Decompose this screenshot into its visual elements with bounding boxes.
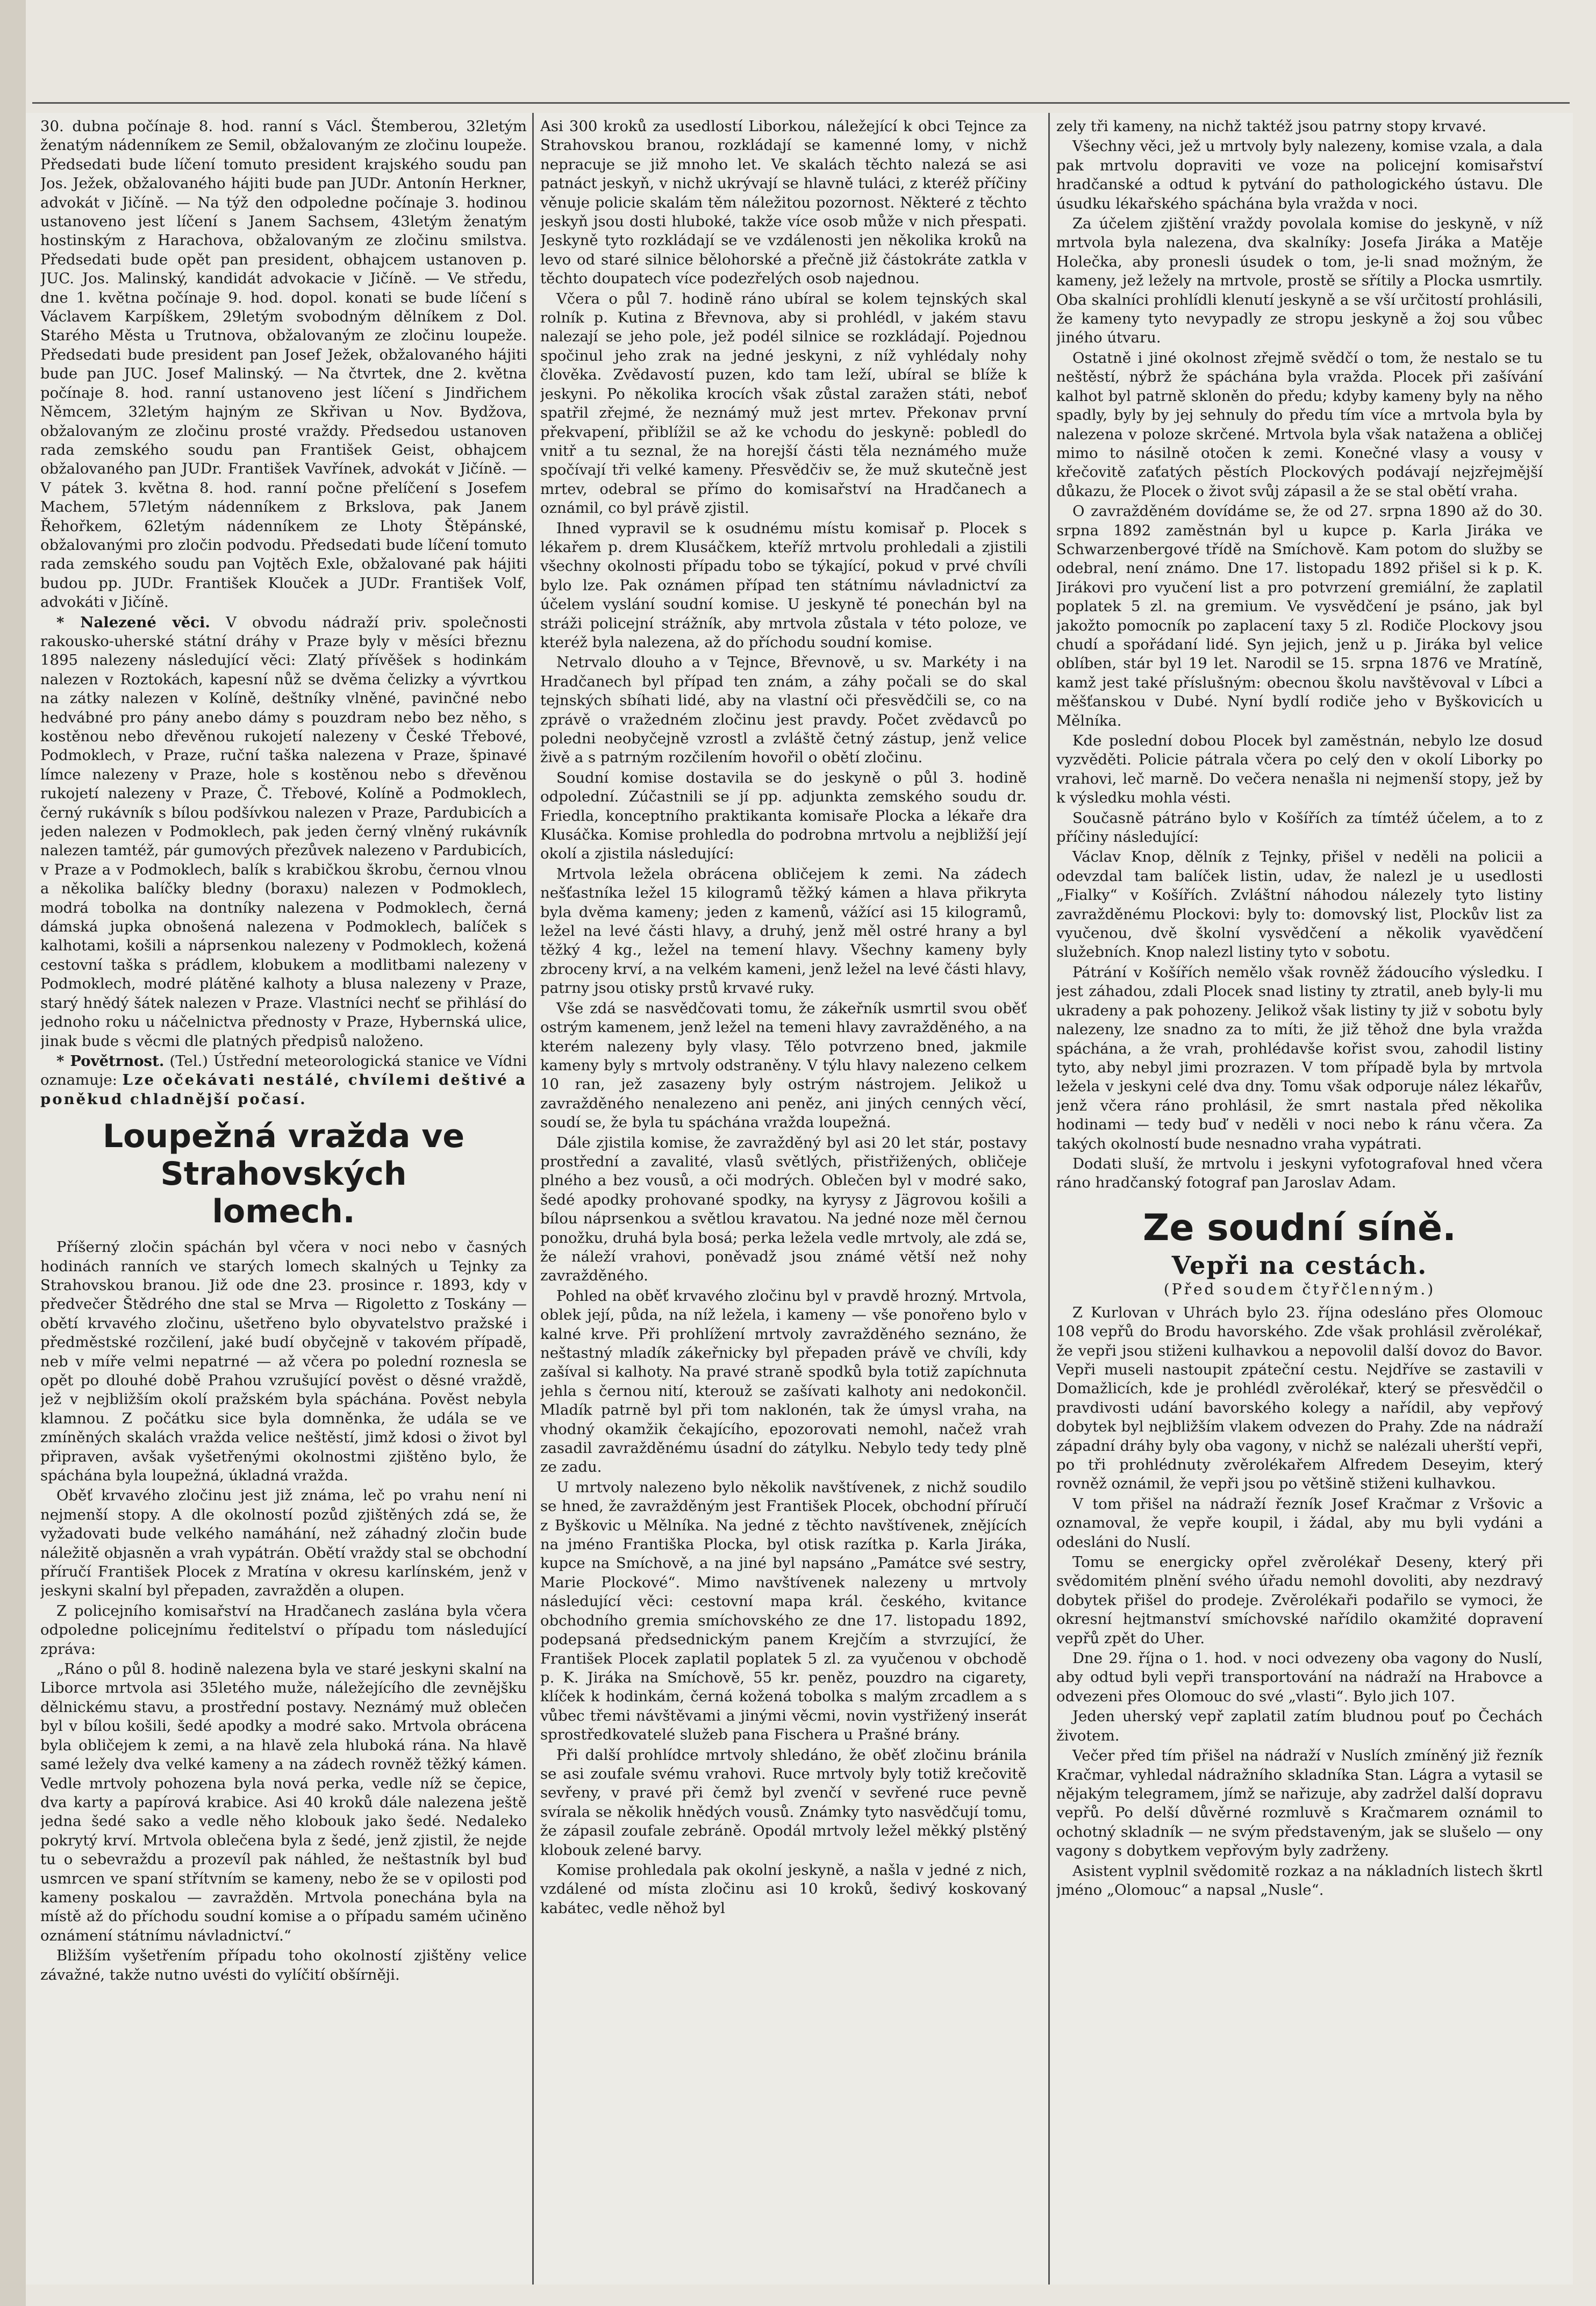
article-paragraph	[540, 1478, 1027, 1745]
article-paragraph	[540, 290, 1027, 518]
article-paragraph	[540, 999, 1027, 1133]
paragraph-text: Příšerný zločin spáchán byl včera v noci nebo v časných hodinách ranních ve starých lomech skalných u Tejnky za Strahovskou branou. Již ode dne 23. prosince r. 1893, kdy v předvečer Štědrého dne stal se Mrva — Rigoletto z Toskány — obětí krvavého zločinu, ušetřeno bylo obyvatelstvo pražské i předměstské rozčilení, jaké budí obyčejně v takovém případě, neb v míře velmi nepatrné — až včera po polední roznesla se opět po dlouhé době Prahou vzrušující pověst o děsné vraždě, jež v nejbližším okolí pražském byla spáchána. Pověst nebyla klamnou. Z počátku sice byla domněnka, že udála se ve zmíněných skalách vražda velice neštěstí, jimž kdosi o život byl připraven, avšak vyšetřenými okolnostmi zjištěno bylo, že spáchána byla loupežná, úkladná vražda.	[40, 1238, 527, 1484]
paragraph-text: Asistent vyplnil svědomitě rozkaz a na nákladních listech škrtl jméno „Olomouc“ a napsal „Nusle“.	[1056, 1862, 1543, 1899]
column-rule-right	[1048, 113, 1050, 2284]
article-paragraph	[1056, 1707, 1543, 1745]
article-paragraph	[540, 1861, 1027, 1918]
article-paragraph	[1056, 1862, 1543, 1900]
paragraph-text: Mrtvola ležela obrácena obličejem k zemi. Na zádech nešťastníka ležel 15 kilogramů těžký kámen a hlava přikryta byla dvěma kameny; jeden z kamenů, vážící asi 15 kilogramů, ležel na levé části hlavy, a druhý, jenž měl ostré hrany a byl těžký 4 kg., ležel na temení hlavy. Všechny kameny byly zbroceny krví, a na velkém kameni, jenž ležel na levé části hlavy, patrny jsou otisky prstů krvavé ruky.	[540, 865, 1027, 997]
article-paragraph	[1056, 1649, 1543, 1706]
top-rule	[32, 102, 1570, 104]
column-rule-left	[532, 113, 534, 2284]
paragraph-text: (Tel.) Ústřední meteorologická stanice ve Vídni oznamuje:	[40, 1052, 527, 1089]
column-3	[1056, 117, 1543, 2283]
paragraph-text: Netrvalo dlouho a v Tejnce, Břevnově, u sv. Markéty i na Hradčanech byl případ ten znám, a záhy počali se do skal tejnských sbíhati lidé, aby na vlastní oči přesvědčili se, co na zprávě o vražedném zločinu jest pravdy. Počet zvědavců po poledni neobyčejně vzrostl a zvláště četný zástup, jenž velice živě a s patrným rozčilením hovořil o obětí zločinu.	[540, 654, 1027, 767]
paragraph-text: Dále zjistila komise, že zavražděný byl asi 20 let stár, postavy prostřední a zavalité, vlasů světlých, přistřižených, obličeje plného a bez vousů, a oči modrých. Oblečen byl v modré sako, šedé apodky prohované spodky, na kyrysy z Jägrovou košili a bílou náprsenkou a světlou kravatou. Na jedné noze měl černou ponožku, druhá byla bosá; perka ležela vedle mrtvoly, ale zdá se, že náleží vrahovi, poněvadž jsou známé větší než nohy zavražděného.	[540, 1134, 1027, 1285]
paragraph-text: Ihned vypravil se k osudnému místu komisař p. Plocek s lékařem p. drem Klusáčkem, kteříž mrtvolu prohledali a zjistili všechny okolnosti případu tobo se týkající, pokud v prvé chvíli bylo lze. Pak oznámen případ ten státnímu návladnictví za účelem vyslání soudní komise. U jeskyně té ponechán byl na stráži policejní strážník, aby mrtvola zůstala v této poloze, ve kteréž byla nalezena, až do příchodu soudní komise.	[540, 519, 1027, 651]
paragraph-text: Asi 300 kroků za usedlostí Liborkou, náležející k obci Tejnce za Strahovskou branou, rozkládají se kamenné lomy, v nichž nepracuje se již mnoho let. Ve skalách těchto nalezá se asi patnáct jeskyň, v nichž ukrývají se hlavně tuláci, z kteréž příčiny věnuje policie skalám těm náležitou pozornost. Některé z těchto jeskyň jsou dosti hluboké, takže více osob může v nich přespati. Jeskyně tyto rozkládají se ve vzdálenosti jen několika kroků na levo od staré silnice bělohorské a přečně již částokráte zatkla v těchto doupatech více podezřelých osob najednou.	[540, 118, 1027, 288]
article-paragraph	[540, 1746, 1027, 1860]
article-paragraph	[40, 1602, 527, 1659]
paragraph-text: Za účelem zjištění vraždy povolala komise do jeskyně, v níž mrtvola byla nalezena, dva skalníky: Josefa Jiráka a Matěje Holečka, aby pronesli úsudek o tom, je-li snad možným, že kameny, jež ležely na mrtvole, prostě se sřítily a Plocka usmrtily. Oba skalníci prohlídli klenutí jeskyně a se vší určitostí prohlásili, že kameny tyto nevypadly ze stropu jeskyně a žoj sou vůbec jiného útvaru.	[1056, 215, 1543, 347]
article-paragraph	[1056, 1553, 1543, 1648]
article-paragraph	[540, 1134, 1027, 1286]
article-paragraph	[1056, 214, 1543, 348]
paragraph-text: Současně pátráno bylo v Košířích za tímtéž účelem, a to z příčiny následující:	[1056, 809, 1543, 846]
runin-heading: * Nalezené věci.	[56, 613, 210, 631]
paragraph-text: Z policejního komisařství na Hradčanech zaslána byla včera odpoledne policejnímu ředitelství o případu tom následující zpráva:	[40, 1602, 527, 1658]
headline-line: lomech.	[212, 1193, 355, 1231]
article-paragraph	[1056, 137, 1543, 213]
runin-heading: * Povětrnost.	[56, 1052, 164, 1070]
article-paragraph	[1056, 848, 1543, 962]
paragraph-text: Z Kurlovan v Uhrách bylo 23. října odesláno přes Olomouc 108 vepřů do Brodu havorského. Zde však prohlásil zvěrolékař, že vepři jsou stiženi kulhavkou a nepovolil další dovoz do Bavor. Vepři museli nastoupit zpáteční cestu. Nejdříve se zastavili v Domažlicích, kde je prohlédl zvěrolékař, který se přesvědčil o pravdivosti udání bavorského kolegy a nařídil, aby vepřový dobytek byl nejbližším vlakem odvezen do Prahy. Zde na nádraží západní dráhy byly oba vagony, v nichž se nalézali uherští vepři, po tři prohlédnuty zvěrolékařem Alfredem Deseyim, který rovněž oznámil, že vepři jsou po většině stiženi kulhavkou.	[1056, 1304, 1543, 1493]
column-1	[40, 117, 527, 2283]
article-headline	[40, 1118, 527, 1230]
article-paragraph	[1056, 732, 1543, 808]
article-paragraph	[1056, 1746, 1543, 1860]
article-paragraph	[1056, 1155, 1543, 1193]
article-paragraph	[1056, 117, 1543, 136]
article-paragraph	[1056, 349, 1543, 501]
paragraph-text: Pátrání v Košířích nemělo však rovněž žádoucího výsledku. I jest záhadou, zdali Plocek snad listiny ty ztratil, aneb byly-li mu ukradeny a pak pohozeny. Jelikož však listiny ty již v sobotu byly nalezeny, lze snadno za to míti, že již těhož dne byla vražda spáchána, a že vrah, prohlédavše kořist svou, zahodil listiny tyto, aby nebyl jimi prozrazen. V tom případě byla by mrtvola ležela v jeskyni celé dva dny. Tomu však odporuje nález lékařův, jenž včera ráno prohlásil, že smrt nastala před několika hodinami — tedy buď v neděli v noci nebo k ránu včera. Za takých okolností bude nesnadno vraha vypátrati.	[1056, 963, 1543, 1152]
page-edge-shadow	[0, 0, 26, 2306]
paragraph-text: V tom přišel na nádraží řezník Josef Kračmar z Vršovic a oznamoval, že vepře koupil, i žádal, aby mu byli vydáni a odesláni do Nuslí.	[1056, 1495, 1543, 1551]
article-paragraph	[40, 1660, 527, 1945]
paragraph-text: Při další prohlídce mrtvoly shledáno, že oběť zločinu bránila se asi zoufale svému vrahovi. Ruce mrtvoly byly totiž krečovitě sevřeny, v pravé při čemž byl zvenčí v sevřené ruce pevně svírala se několik hnědých vousů. Známky tyto nasvědčují tomu, že zápasil zoufale zebráně. Opodál mrtvoly ležel měkký plstěný klobouk zelené barvy.	[540, 1746, 1027, 1859]
paragraph-text: 30. dubna počínaje 8. hod. ranní s Václ. Štemberou, 32letým ženatým nádenníkem ze Semil, obžalovaným ze zločinu loupeže. Předsedati bude líčení tomuto president krajského soudu pan Jos. Ježek, obžalovaného hájiti bude pan JUDr. Antonín Herkner, advokát v Jičíně. — Na týž den odpoledne počínaje 3. hodinou ustanoveno jest líčení s Janem Sachsem, 43letým ženatým hostinským z Harachova, obžalovaným ze zločinu smilstva. Předsedati bude opět pan president, obhajcem ustanoven p. JUC. Jos. Malinský, kandidát advokacie v Jičíně. — Ve středu, dne 1. května počínaje 9. hod. dopol. konati se bude líčení s Václavem Karpíškem, 29letým svobodným dělníkem z Dol. Starého Města u Trutnova, obžalovaným ze zločinu loupeže. Předsedati bude president pan Josef Ježek, obžalovaného hájiti bude pan JUC. Josef Malinský. — Na čtvrtek, dne 2. května počínaje 8. hod. ranní ustanoveno jest líčení s Jindřichem Němcem, 32letým hajným ze Skřivan u Nov. Bydžova, obžalovaným ze zločinu prosté vraždy. Předsedou ustanoven rada zemského soudu pan František Geist, obhajcem obžalovaného pan JUDr. František Vavřínek, advokát v Jičíně. — V pátek 3. května 8. hod. ranní počne přelíčení s Josefem Machem, 57letým nádenníkem z Brkslova, pak Janem Řehořkem, 62letým nádenníkem ze Lhoty Štěpánské, obžalovanými pro zločin podvodu. Předsedati bude líčení tomuto rada zemského soudu pan Vojtěch Exle, obžalované pak hájiti budou pp. JUDr. František Klouček a JUDr. František Volf, advokáti v Jičíně.	[40, 118, 527, 611]
paragraph-text: Všechny věci, jež u mrtvoly byly nalezeny, komise vzala, a dala pak mrtvolu dopraviti ve voze na policejní komisařství hradčanské a odtud k pytvání do pathologického ústavu. Dle úsudku lékařského spáchána byla vražda v noci.	[1056, 138, 1543, 212]
paragraph-text: Vše zdá se nasvědčovati tomu, že zákeřník usmrtil svou oběť ostrým kamenem, jenž ležel na temeni hlavy zavražděného, a na kterém nalezeny byly vlasy. Tělo potvrzeno bned, jakmile kameny byly s mrtvoly odstraněny. V týlu hlavy nalezeno celkem 10 ran, jež zasazeny byly ostrým nástrojem. Jelikož u zavražděného nenalezeno ani peněz, ani jiných cenných věcí, soudí se, že byla tu spáchána vražda loupežná.	[540, 999, 1027, 1131]
article-paragraph	[1056, 1304, 1543, 1494]
paragraph-text: Soudní komise dostavila se do jeskyně o půl 3. hodině odpolední. Zúčastnili se jí pp. adjunkta zemského soudu dr. Friedla, konceptního praktikanta komisaře Plocka a lékaře dra Klusáčka. Komise prohledla do podrobna mrtvolu a nejbližší její okolí a zjistila následující:	[540, 769, 1027, 863]
paragraph-text: Bližším vyšetřením případu toho okolností zjištěny velice závažné, takže nutno uvésti do vylíčití obšírněji.	[40, 1947, 527, 1983]
paragraph-text: Dne 29. října o 1. hod. v noci odvezeny oba vagony do Nuslí, aby odtud byli vepři transportování na nádraží na Hrabovce a odvezeni přes Olomouc do své „vlasti“. Bylo jich 107.	[1056, 1650, 1543, 1705]
article-paragraph	[540, 653, 1027, 767]
paragraph-text: Oběť krvavého zločinu jest již známa, leč po vrahu není ni nejmenší stopy. A dle okolností pozůd zjištěných zdá se, že vyžadovati bude velkého namáhání, než záhadný zločin bude náležitě objasněn a vrah vypátrán. Obětí vraždy stal se obchodní příručí František Plocek z Mratína v okresu karlínském, jenž v jeskyni skalní byl přepaden, zavražděn a olupen.	[40, 1487, 527, 1600]
paragraph-text: Včera o půl 7. hodině ráno ubíral se kolem tejnských skal rolník p. Kutina z Břevnova, aby si prohlédl, v jakém stavu nalezají se jeho pole, jež podél silnice se rozkládají. Pojednou spočinul jeho zrak na jedné jeskyni, z níž vyhlédaly nohy člověka. Zvědavostí puzen, kdo tam leží, ubíral se blíže k jeskyni. Po několika krocích však zůstal zaražen státi, neboť spatřil zřejmé, že neznámý muž jest mrtev. Překonav první překvapení, přiblížil se až ke vchodu do jeskyně: pobledl do vnitř a tu seznal, že na horejší části těla neznámého muže spočívají tři velké kameny. Přesvědčiv se, že muž skutečně jest mrtev, odebral se přímo do komisařství na Hradčanech a oznámil, co byl právě zjistil.	[540, 290, 1027, 517]
article-paragraph	[40, 1946, 527, 1985]
article-paragraph	[40, 613, 527, 1051]
article-paragraph	[40, 1486, 527, 1600]
article-paragraph	[540, 1287, 1027, 1477]
article-paragraph	[1056, 809, 1543, 847]
article-paragraph	[1056, 963, 1543, 1154]
article-paragraph	[540, 117, 1027, 289]
paragraph-text: Ostatně i jiné okolnost zřejmě svědčí o tom, že nestalo se tu neštěstí, nýbrž že spáchána byla vražda. Plocek při zašívání kalhot byl patrně skloněn do předu; kdyby kameny byly na něho spadly, byly by jej sehnuly do předu tím více a mrtvola byla by nalezena v poloze skrčené. Mrtvola byla však natažena a obličej mimo to násilně otočen k zemi. Konečné vlasy a vousy v křečovitě zaťatých pěstích Plockových podávají nejzřejmější důkazu, že Plocek o život svůj zápasil a že se stal obětí vraha.	[1056, 349, 1543, 500]
emphasized-text: Lze očekávati nestálé, chvílemi deštivé a poněkud chladnější počasí.	[40, 1071, 527, 1108]
paragraph-text: O zavražděném dovídáme se, že od 27. srpna 1890 až do 30. srpna 1892 zaměstnán byl u kupce p. Karla Jiráka ve Schwarzenbergové třídě na Smíchově. Kam potom do služby se odebral, není známo. Dne 17. listopadu 1892 přišel si k p. K. Jirákovi pro vyučení list a pro potvrzení gremiální, že zaplatil poplatek 5 zl. na gremium. Ve vysvědčení je psáno, jak byl jakožto pomocník po zaplacení taxy 5 zl. Rodiče Plockovy jsou chudí a spořádaní lidé. Syn jejich, jenž u p. Jiráka byl velice oblíben, stár byl 19 let. Narodil se 15. srpna 1876 ve Mratíně, kamž jest také příslušným: obecnou školu navštěvoval v Líbci a měšťanskou v Dubé. Nyní bydlí rodiče jeho v Byškovicích u Mělníka.	[1056, 503, 1543, 729]
paragraph-text: Dodati sluší, že mrtvolu i jeskyni vyfotografoval hned včera ráno hradčanský fotograf pan Jaroslav Adam.	[1056, 1155, 1543, 1192]
paragraph-text: Pohled na oběť krvavého zločinu byl v pravdě hrozný. Mrtvola, oblek její, půda, na níž ležela, i kameny — vše ponořeno bylo v kalné krve. Při prohlížení mrtvoly zavražděného seznáno, že neštastný mladík zákeřnicky byl přepaden právě ve chvíli, kdy zašíval si kalhoty. Na pravé straně spodků byla totiž zapíchnuta jehla s černou nití, kterouž se zašívati kalhoty ani nedokončil. Mladík patrně byl při tom naklonén, tak že úmysl vraha, na vhodný okamžik čekajícího, epozorovati nemohl, načež vrah zasadil zavražděnému úsadní do zátylku. Nebylo tedy tedy plně ze zadu.	[540, 1287, 1027, 1476]
paragraph-text: Večer před tím přišel na nádraží v Nuslích zmíněný již řezník Kračmar, vyhledal nádražního skladníka Stan. Lágra a vytasil se nějakým telegramem, jímž se nařizuje, aby zadržel další dopravu vepřů. Po delší důvěrné rozmluvě s Kračmarem oznámil to ochotný skladník — ne svým představeným, jak se slušelo — ony vagony s dobytkem vepřovým byly zadrženy.	[1056, 1747, 1543, 1860]
section-title: Ze soudní síně.	[1143, 1206, 1456, 1249]
article-paragraph	[40, 1052, 527, 1109]
article-paragraph	[1056, 1495, 1543, 1552]
column-2	[540, 117, 1027, 2283]
article-paragraph	[40, 117, 527, 612]
headline-line: Loupežná vražda ve Strahovských	[102, 1118, 465, 1193]
article-paragraph	[540, 865, 1027, 998]
paragraph-text: U mrtvoly nalezeno bylo několik navštívenek, z nichž soudilo se hned, že zavražděným jest František Plocek, obchodní příručí z Byškovic u Mělníka. Na jedné z těchto navštívenek, znějících na jméno Františka Plocka, byl otisk razítka p. Karla Jiráka, kupce na Smíchově, a na jiné byl napsáno „Památce své sestry, Marie Plockové“. Mimo navštívenek nalezeny u mrtvoly následující věci: cestovní mapa král. českého, kvitance obchodního gremia smíchovského ze dne 17. listopadu 1892, podepsaná předsednickým panem Krejčím a stvrzující, že František Plocek zaplatil poplatek 5 zl. za vyučenou v obchodě p. K. Jiráka na Smíchově, 55 kr. peněz, pouzdro na cigarety, klíček k hodinkám, černá kožená tobolka s malým zrcadlem a s vůbec třemi návštěvami a jinými věcmi, novin vystřižený inserát sprostředkovatelé služeb pana Fischera u Prašné brány.	[540, 1478, 1027, 1744]
paragraph-text: Jeden uherský vepř zaplatil zatím bludnou pouť po Čechách životem.	[1056, 1708, 1543, 1744]
article-paragraph	[1056, 502, 1543, 731]
paragraph-text: „Ráno o půl 8. hodině nalezena byla ve staré jeskyni skalní na Liborce mrtvola asi 35letého muže, náležejícího dle zevnějšku dělnickému stavu, a prostřední postavy. Neznámý muž oblečen byl v bílou košili, šedé apodky a modré sako. Mrtvola obrácena byla obličejem k zemi, a na hlavě zela hluboká rána. Na hlavě samé ležely dva velké kameny a na zádech rovněž těžký kámen. Vedle mrtvoly pohozena byla nová perka, vedle níž se čepice, dva karty a papírová krabice. Asi 40 kroků dále nalezena ještě jedna šedé sako a vedle něho klobouk jako šedé. Nedaleko pokrytý krví. Mrtvola oblečena byla z šedé, jenž zjistil, že nejde tu o sebevraždu a prozevíl pak náhled, že neštastník byl buď usmrcen ve spaní střítvním se kameny, nebo že se v opilosti pod kameny poskalou — zavražděn. Mrtvola ponechána byla na místě až do příchodu soudní komise a o případu samém učiněno oznámení státnímu návladnictví.“	[40, 1660, 527, 1944]
article-paragraph	[540, 769, 1027, 864]
paragraph-text: Komise prohledala pak okolní jeskyně, a našla v jedné z nich, vzdálené od místa zločinu asi 10 kroků, šedivý koskovaný kabátec, vedle něhož byl	[540, 1861, 1027, 1917]
paragraph-text: Václav Knop, dělník z Tejnky, přišel v neděli na policii a odevzdal tam balíček listin, udav, že nalezl je u usedlosti „Fialky“ v Košířích. Zvláštní náhodou nálezely tyto listiny zavražděnému Plockovi: byly to: domovský list, Plockův list za vyučenou, dvě školní vysvědčení a několik vyavědčení služebních. Knop nalezl listiny tyto v sobotu.	[1056, 848, 1543, 961]
paragraph-text: Kde poslední dobou Plocek byl zaměstnán, nebylo lze dosud vyzvěděti. Policie pátrala včera po celý den v okolí Liborky po vrahovi, leč marně. Do večera nenašla ni nejmenší stopy, jež by k výsledku mohla vésti.	[1056, 732, 1543, 807]
section-subheading: Vepři na cestách.	[1171, 1250, 1428, 1280]
article-paragraph	[540, 519, 1027, 653]
paragraph-text: zely tři kameny, na nichž taktéž jsou patrny stopy krvavé.	[1056, 118, 1487, 135]
paragraph-text: V obvodu nádraží priv. společnosti rakousko-uherské státní dráhy v Praze byly v měsíci březnu 1895 nalezeny následující věci: Zlatý přívěšek s hodinkám nalezen v Roztokách, kapesní nůž se dvěma čelizky a vývrtkou na zátky nalezen v Kolíně, deštníky vlněné, pavinčné nebo hedvábné pro pány anebo dámy s pouzdram nebo bez něho, s kostěnou nebo dřevěnou rukojetí nalezeny v České Třebové, Podmoklech, v Praze, ruční taška nalezena v Praze, špinavé límce nalezeny v Praze, hole s kostěnou nebo s dřevěnou rukojetí nalezeny v Praze, Č. Třebové, Kolíně a Podmoklech, černý rukávník s bílou podšívkou nalezen v Praze, Pardubicích a jeden nalezen v Podmoklech, pak jeden černý vlněný rukávník nalezen tamtéž, pár gumových přezůvek nalezeno v Pardubicích, v Praze a v Podmoklech, balík s krabičkou škrobu, černou vlnou a několika balíčky bledny (boraxu) nalezen v Podmoklech, modrá tobolka na dontníky nalezena v Podmoklech, černá dámská jupka obnošená nalezena v Podmoklech, balíček s kalhotami, košili a náprsenkou nalezeny v Podmoklech, kožená cestovní taška s prádlem, klobukem a modlitbami nalezeny v Podmoklech, modré plátěné kalhoty a blusa nalezeny v Praze, starý hnědý šátek nalezen v Praze. Vlastníci nechť se přihlásí do jednoho roku u náčelnictva přednosty v Praze, Hybernská ulice, jinak bude s věcmi dle platných předpisů naloženo.	[40, 613, 527, 1050]
paragraph-text: Tomu se energicky opřel zvěrolékař Deseny, který při svědomitém plnění svého úřadu nemohl dovoliti, aby nezdravý dobytek přišel do prodeje. Zvěrolékaři podařilo se vymoci, že okresní hejtmanství smíchovské nařídilo okamžité dopravení vepřů zpět do Uher.	[1056, 1553, 1543, 1647]
section-note: (Před soudem čtyřčlenným.)	[1163, 1280, 1436, 1298]
article-paragraph	[40, 1238, 527, 1485]
